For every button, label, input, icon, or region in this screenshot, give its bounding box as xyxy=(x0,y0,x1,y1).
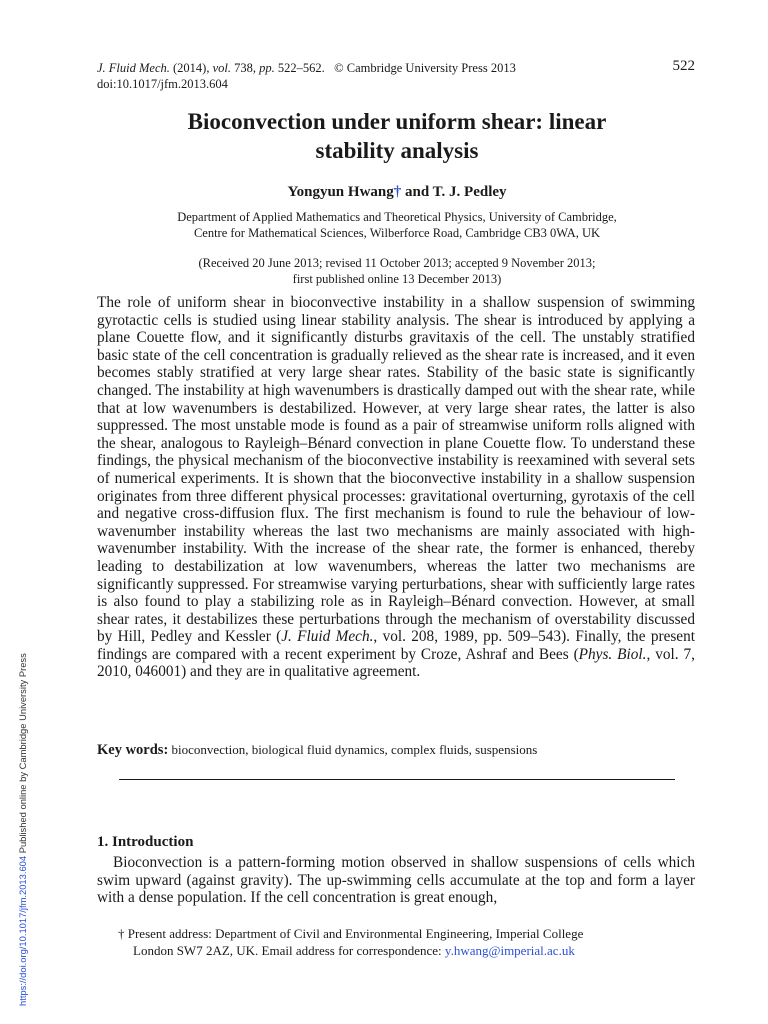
abstract-text-1: The role of uniform shear in bioconvective instability in a shallow suspension of swimming gyrotactic cells is studied using linear stability analysis. The shear is introduced by applying a plane Couette flow, and it significantly disturbs gravitaxis of the cell. The unstably stratified basic state of the cell concentration is gradually relieved as the shear rate is increased, and it even becomes stably stratified at very large shear rates. Stability of the basic state is significantly changed. The instability at high wavenumbers is drastically damped out with the shear rate, while that at low wavenumbers is destabilized. However, at very large shear rates, the latter is also suppressed. The most unstable mode is found as a pair of streamwise uniform rolls aligned with the shear, analogous to Rayleigh–Bénard convection in plane Couette flow. To understand these findings, the physical mechanism of the bioconvective instability is reexamined with several sets of numerical experiments. It is shown that the bioconvective instability in a shallow suspension originates from three different physical processes: gravitational overturning, gyrotaxis of the cell and negative cross-diffusion flux. The first mechanism is found to rule the behaviour of low-wavenumber instability whereas the last two mechanisms are mainly associated with high-wavenumber instability. With the increase of the shear rate, the former is enhanced, thereby leading to destabilization at low wavenumbers, whereas the latter two mechanisms are significantly suppressed. For streamwise varying perturbations, shear with sufficiently large rates is also found to play a stabilizing role as in Rayleigh–Bénard convection. However, at small shear rates, it destabilizes these perturbations through the mechanism of overstability discussed by Hill, Pedley and Kessler ( xyxy=(97,294,695,646)
title-line-2: stability analysis xyxy=(315,138,479,163)
footnote-line-1: † Present address: Department of Civil and Environmental Engineering, Imperial College xyxy=(118,926,584,941)
volume-label: vol. xyxy=(212,61,231,75)
correspondence-email-link[interactable]: y.hwang@imperial.ac.uk xyxy=(444,943,575,958)
journal-year: (2014), xyxy=(173,61,210,75)
page-range: 522–562. xyxy=(277,61,325,75)
volume-number: 738, xyxy=(234,61,256,75)
citation-line xyxy=(97,60,697,76)
pages-label: pp. xyxy=(259,61,275,75)
footnote-line-2 xyxy=(118,942,678,959)
affiliation-line-1: Department of Applied Mathematics and Theoretical Physics, University of Cambridge, xyxy=(177,210,617,224)
affiliation-line-2: Centre for Mathematical Sciences, Wilberforce Road, Cambridge CB3 0WA, UK xyxy=(193,226,601,240)
keywords-text: bioconvection, biological fluid dynamics, complex fluids, suspensions xyxy=(171,742,538,757)
journal-name: J. Fluid Mech. xyxy=(97,61,170,75)
dates-line-2: first published online 13 December 2013) xyxy=(292,272,502,286)
side-publication-strip xyxy=(17,653,28,1006)
keywords xyxy=(97,742,697,759)
doi-link[interactable]: https://doi.org/10.1017/jfm.2013.604 xyxy=(17,855,28,1006)
journal-header xyxy=(97,60,697,92)
abstract-citation-journal-2: Phys. Biol. xyxy=(578,645,647,663)
footnote xyxy=(118,925,678,959)
abstract xyxy=(97,294,695,681)
doi-line: doi:10.1017/jfm.2013.604 xyxy=(97,77,228,91)
title-line-1: Bioconvection under uniform shear: linear xyxy=(187,109,607,134)
abstract-citation-journal-1: J. Fluid Mech. xyxy=(281,628,374,646)
author-2: and T. J. Pedley xyxy=(401,184,507,200)
affiliation xyxy=(97,209,697,241)
keywords-label: Key words: xyxy=(97,742,169,758)
dates-line-1: (Received 20 June 2013; revised 11 October 2013; accepted 9 November 2013; xyxy=(198,256,596,270)
abstract-text-3: , vol. 7, 2010, 046001) and they are in qualitative agreement. xyxy=(97,645,695,681)
footnote-address: London SW7 2AZ, UK. Email address for correspondence: xyxy=(133,943,445,958)
article-title xyxy=(97,107,697,165)
received-dates xyxy=(97,255,697,287)
page-number: 522 xyxy=(672,58,695,74)
copyright-notice: © Cambridge University Press 2013 xyxy=(334,61,516,75)
footnote-dagger-link[interactable]: † xyxy=(393,184,402,200)
author-list xyxy=(97,184,697,201)
abstract-text-2: , vol. 208, 1989, pp. 509–543). Finally, the present findings are compared with a recent experiment by Croze, Ashraf and Bees ( xyxy=(97,628,695,663)
introduction-paragraph: Bioconvection is a pattern-forming motion observed in shallow suspensions of cells which swim upward (against gravity). The up-swimming cells accumulate at the top and form a layer with a dense population. If the cell concentration is great enough, xyxy=(97,854,695,907)
section-divider xyxy=(119,779,675,780)
section-heading-introduction: 1. Introduction xyxy=(97,834,194,850)
author-1: Yongyun Hwang xyxy=(287,184,394,200)
publisher-note: Published online by Cambridge University Press xyxy=(17,653,28,856)
